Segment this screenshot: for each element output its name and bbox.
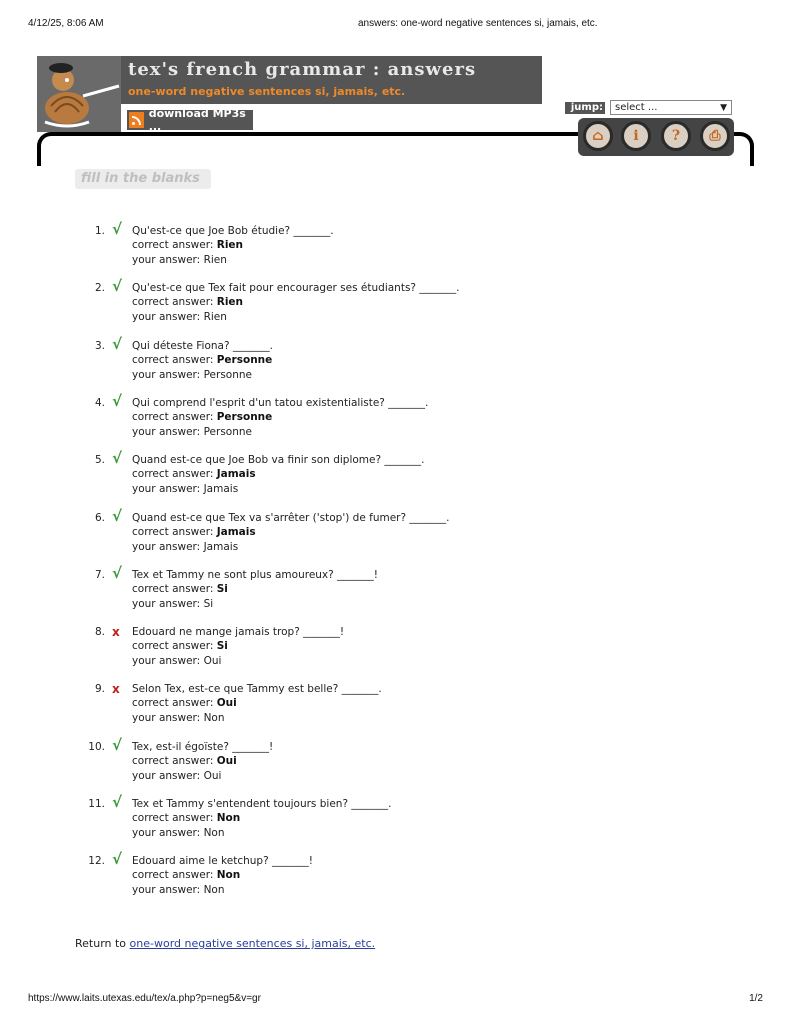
- your-answer-value: Jamais: [203, 483, 239, 495]
- correct-answer-value: Si: [216, 583, 228, 595]
- correct-answer-label: correct answer:: [132, 755, 214, 767]
- your-answer-value: Si: [203, 598, 214, 610]
- question-text: Tex, est-il égoïste? _______!: [132, 741, 274, 753]
- your-answer-label: your answer:: [132, 655, 201, 667]
- your-answer-value: Non: [203, 827, 225, 839]
- print-page-number: 1/2: [749, 993, 763, 1004]
- correct-answer-value: Non: [216, 812, 241, 824]
- correct-answer-line: [132, 697, 237, 709]
- correct-answer-label: correct answer:: [132, 354, 214, 366]
- your-answer-label: your answer:: [132, 369, 201, 381]
- your-answer-value: Rien: [203, 254, 227, 266]
- jump-select[interactable]: [610, 100, 732, 115]
- your-answer-value: Personne: [203, 369, 252, 381]
- your-answer-value: Non: [203, 884, 225, 896]
- correct-answer-line: [132, 869, 240, 881]
- correct-answer-value: Jamais: [216, 526, 256, 538]
- your-answer-line: [132, 254, 227, 266]
- question-text: Selon Tex, est-ce que Tammy est belle? _______.: [132, 683, 382, 695]
- your-answer-line: [132, 827, 225, 839]
- correct-answer-label: correct answer:: [132, 296, 214, 308]
- question-text: Qui comprend l'esprit d'un tatou existentialiste? _______.: [132, 397, 429, 409]
- correct-answer-value: Personne: [216, 354, 273, 366]
- your-answer-label: your answer:: [132, 884, 201, 896]
- your-answer-label: your answer:: [132, 311, 201, 323]
- question-number: 8.: [94, 626, 105, 638]
- your-answer-value: Personne: [203, 426, 252, 438]
- correct-answer-value: Rien: [216, 239, 244, 251]
- section-label: fill in the blanks: [75, 169, 211, 189]
- correct-answer-label: correct answer:: [132, 239, 214, 251]
- your-answer-value: Jamais: [203, 541, 239, 553]
- your-answer-line: [132, 598, 213, 610]
- correct-answer-value: Si: [216, 640, 228, 652]
- download-label: download MP3s ...: [148, 107, 246, 133]
- return-line: [75, 937, 375, 950]
- question-number: 9.: [94, 683, 105, 695]
- question-number: 5.: [94, 454, 105, 466]
- correct-answer-line: [132, 239, 243, 251]
- your-answer-label: your answer:: [132, 712, 201, 724]
- question-text: Tex et Tammy s'entendent toujours bien? _______.: [132, 798, 392, 810]
- correct-answer-value: Oui: [216, 697, 237, 709]
- question-number: 1.: [94, 225, 105, 237]
- checkmark-icon: √: [112, 449, 123, 467]
- correct-answer-value: Oui: [216, 755, 237, 767]
- question-text: Edouard aime le ketchup? _______!: [132, 855, 313, 867]
- checkmark-icon: √: [112, 507, 123, 525]
- your-answer-label: your answer:: [132, 598, 201, 610]
- correct-answer-label: correct answer:: [132, 812, 214, 824]
- cross-icon: x: [112, 625, 120, 639]
- return-link[interactable]: one-word negative sentences si, jamais, etc.: [129, 937, 376, 950]
- correct-answer-line: [132, 755, 237, 767]
- question-number: 12.: [88, 855, 105, 867]
- question-text: Qui déteste Fiona? _______.: [132, 340, 273, 352]
- question-number: 7.: [94, 569, 105, 581]
- your-answer-value: Oui: [203, 655, 222, 667]
- question-number: 11.: [88, 798, 105, 810]
- your-answer-label: your answer:: [132, 827, 201, 839]
- chevron-down-icon: ▼: [720, 102, 727, 113]
- correct-answer-value: Non: [216, 869, 241, 881]
- question-number: 3.: [94, 340, 105, 352]
- cross-icon: x: [112, 682, 120, 696]
- correct-answer-value: Jamais: [216, 468, 256, 480]
- your-answer-line: [132, 655, 221, 667]
- your-answer-line: [132, 541, 238, 553]
- checkmark-icon: √: [112, 850, 123, 868]
- print-url: https://www.laits.utexas.edu/tex/a.php?p=neg5&v=gr: [28, 993, 261, 1004]
- correct-answer-line: [132, 411, 272, 423]
- correct-answer-line: [132, 583, 228, 595]
- checkmark-icon: √: [112, 277, 123, 295]
- checkmark-icon: √: [112, 793, 123, 811]
- correct-answer-line: [132, 526, 256, 538]
- correct-answer-label: correct answer:: [132, 583, 214, 595]
- checkmark-icon: √: [112, 392, 123, 410]
- home-icon[interactable]: ⌂: [583, 121, 613, 151]
- question-number: 6.: [94, 512, 105, 524]
- correct-answer-line: [132, 296, 243, 308]
- download-mp3s-button[interactable]: [127, 107, 253, 133]
- correct-answer-value: Personne: [216, 411, 273, 423]
- armadillo-logo[interactable]: [37, 56, 121, 132]
- jump-label: jump:: [565, 102, 605, 114]
- rss-icon: [129, 112, 144, 128]
- checkmark-icon: √: [112, 564, 123, 582]
- question-number: 2.: [94, 282, 105, 294]
- correct-answer-line: [132, 812, 240, 824]
- question-text: Quand est-ce que Tex va s'arrêter ('stop') de fumer? _______.: [132, 512, 450, 524]
- return-text: Return to: [75, 937, 127, 950]
- your-answer-line: [132, 369, 252, 381]
- your-answer-label: your answer:: [132, 770, 201, 782]
- question-number: 4.: [94, 397, 105, 409]
- question-text: Qu'est-ce que Tex fait pour encourager ses étudiants? _______.: [132, 282, 460, 294]
- correct-answer-line: [132, 468, 256, 480]
- site-title: tex's french grammar : answers: [128, 59, 477, 80]
- correct-answer-label: correct answer:: [132, 411, 214, 423]
- your-answer-label: your answer:: [132, 483, 201, 495]
- your-answer-line: [132, 426, 252, 438]
- correct-answer-label: correct answer:: [132, 526, 214, 538]
- correct-answer-label: correct answer:: [132, 869, 214, 881]
- question-text: Quand est-ce que Joe Bob va finir son diplome? _______.: [132, 454, 425, 466]
- correct-answer-value: Rien: [216, 296, 244, 308]
- your-answer-line: [132, 884, 225, 896]
- checkmark-icon: √: [112, 736, 123, 754]
- correct-answer-line: [132, 640, 228, 652]
- page-subtitle: one-word negative sentences si, jamais, etc.: [128, 85, 406, 98]
- your-answer-line: [132, 311, 227, 323]
- your-answer-label: your answer:: [132, 254, 201, 266]
- help-icon[interactable]: ?: [661, 121, 691, 151]
- your-answer-label: your answer:: [132, 541, 201, 553]
- your-answer-line: [132, 770, 221, 782]
- correct-answer-label: correct answer:: [132, 468, 214, 480]
- your-answer-label: your answer:: [132, 426, 201, 438]
- print-title: answers: one-word negative sentences si, jamais, etc.: [358, 18, 598, 29]
- question-text: Qu'est-ce que Joe Bob étudie? _______.: [132, 225, 334, 237]
- your-answer-line: [132, 483, 238, 495]
- checkmark-icon: √: [112, 220, 123, 238]
- your-answer-value: Rien: [203, 311, 227, 323]
- your-answer-line: [132, 712, 225, 724]
- question-text: Tex et Tammy ne sont plus amoureux? _______!: [132, 569, 379, 581]
- your-answer-value: Oui: [203, 770, 222, 782]
- jump-selected-value: select ...: [615, 102, 658, 113]
- correct-answer-label: correct answer:: [132, 640, 214, 652]
- info-icon[interactable]: i: [621, 121, 651, 151]
- your-answer-value: Non: [203, 712, 225, 724]
- print-date: 4/12/25, 8:06 AM: [28, 18, 104, 29]
- correct-answer-line: [132, 354, 272, 366]
- print-icon[interactable]: ⎙: [700, 121, 730, 151]
- question-number: 10.: [88, 741, 105, 753]
- correct-answer-label: correct answer:: [132, 697, 214, 709]
- question-text: Edouard ne mange jamais trop? _______!: [132, 626, 345, 638]
- checkmark-icon: √: [112, 335, 123, 353]
